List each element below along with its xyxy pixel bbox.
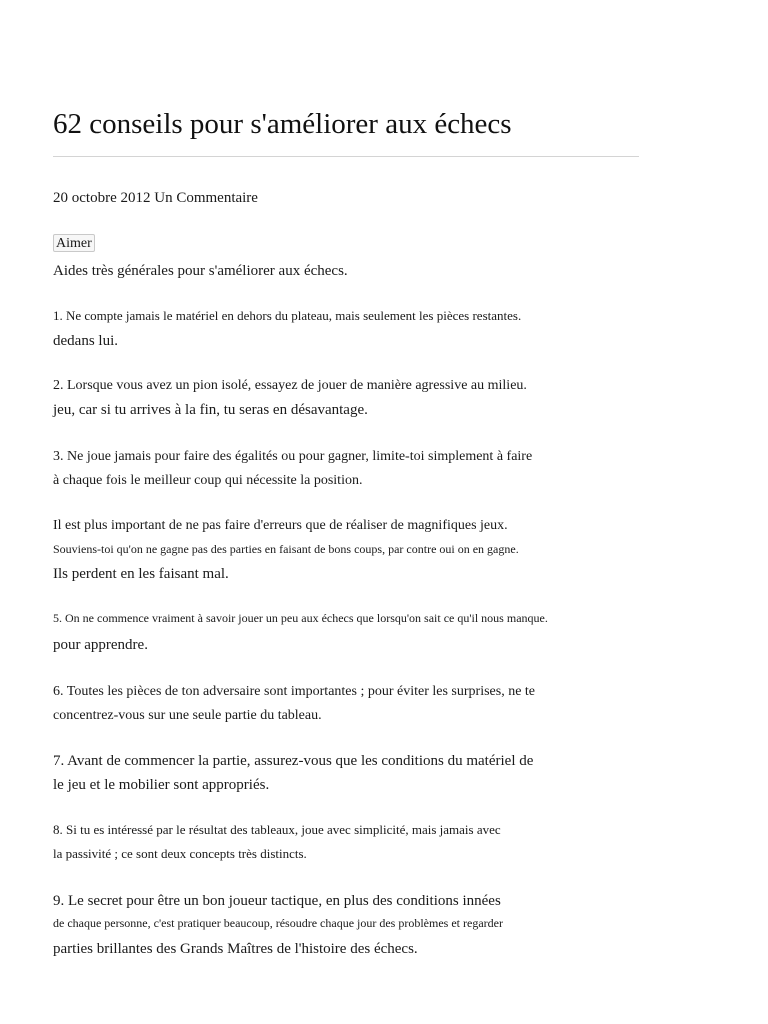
tip-line: 3. Ne joue jamais pour faire des égalités ou pour gagner, limite-toi simplement à faire: [53, 449, 533, 464]
tip-line: 7. Avant de commencer la partie, assurez-vous que les conditions du matériel de: [53, 753, 534, 769]
tip-line: jeu, car si tu arrives à la fin, tu seras en désavantage.: [53, 402, 368, 418]
tip-line: la passivité ; ce sont deux concepts très distincts.: [53, 846, 307, 861]
tip-line: concentrez-vous sur une seule partie du tableau.: [53, 708, 322, 723]
comments-link[interactable]: Un Commentaire: [154, 190, 258, 206]
tip-line: Souviens-toi qu'on ne gagne pas des parties en faisant de bons coups, par contre oui on en gagne.: [53, 542, 519, 556]
tip-line: parties brillantes des Grands Maîtres de l'histoire des échecs.: [53, 941, 418, 957]
tip-line: 8. Si tu es intéressé par le résultat des tableaux, joue avec simplicité, mais jamais avec: [53, 822, 501, 837]
tip-line: 9. Le secret pour être un bon joueur tactique, en plus des conditions innées: [53, 893, 501, 909]
intro-text: Aides très générales pour s'améliorer aux échecs.: [53, 263, 348, 279]
tip-line: 6. Toutes les pièces de ton adversaire sont importantes ; pour éviter les surprises, ne te: [53, 684, 536, 699]
tip-line: 1. Ne compte jamais le matériel en dehors du plateau, mais seulement les pièces restantes.: [53, 308, 522, 323]
tip-line: dedans lui.: [53, 333, 118, 349]
tip-line: Ils perdent en les faisant mal.: [53, 566, 229, 582]
tip-line: Il est plus important de ne pas faire d'erreurs que de réaliser de magnifiques jeux.: [53, 518, 508, 533]
tip-line: pour apprendre.: [53, 637, 148, 653]
post-date-link[interactable]: 20 octobre 2012: [53, 190, 151, 206]
page-title: 62 conseils pour s'améliorer aux échecs: [53, 108, 512, 140]
tip-line: 2. Lorsque vous avez un pion isolé, essayez de jouer de manière agressive au milieu.: [53, 378, 527, 393]
tip-line: à chaque fois le meilleur coup qui nécessite la position.: [53, 473, 363, 488]
post-meta: [53, 188, 258, 208]
tip-line: le jeu et le mobilier sont appropriés.: [53, 777, 270, 793]
title-divider: [53, 156, 639, 157]
tip-line: 5. On ne commence vraiment à savoir jouer un peu aux échecs que lorsqu'on sait ce qu'il nous manque.: [53, 611, 548, 625]
like-button[interactable]: Aimer: [53, 234, 95, 252]
tip-line: de chaque personne, c'est pratiquer beaucoup, résoudre chaque jour des problèmes et regarder: [53, 916, 503, 930]
